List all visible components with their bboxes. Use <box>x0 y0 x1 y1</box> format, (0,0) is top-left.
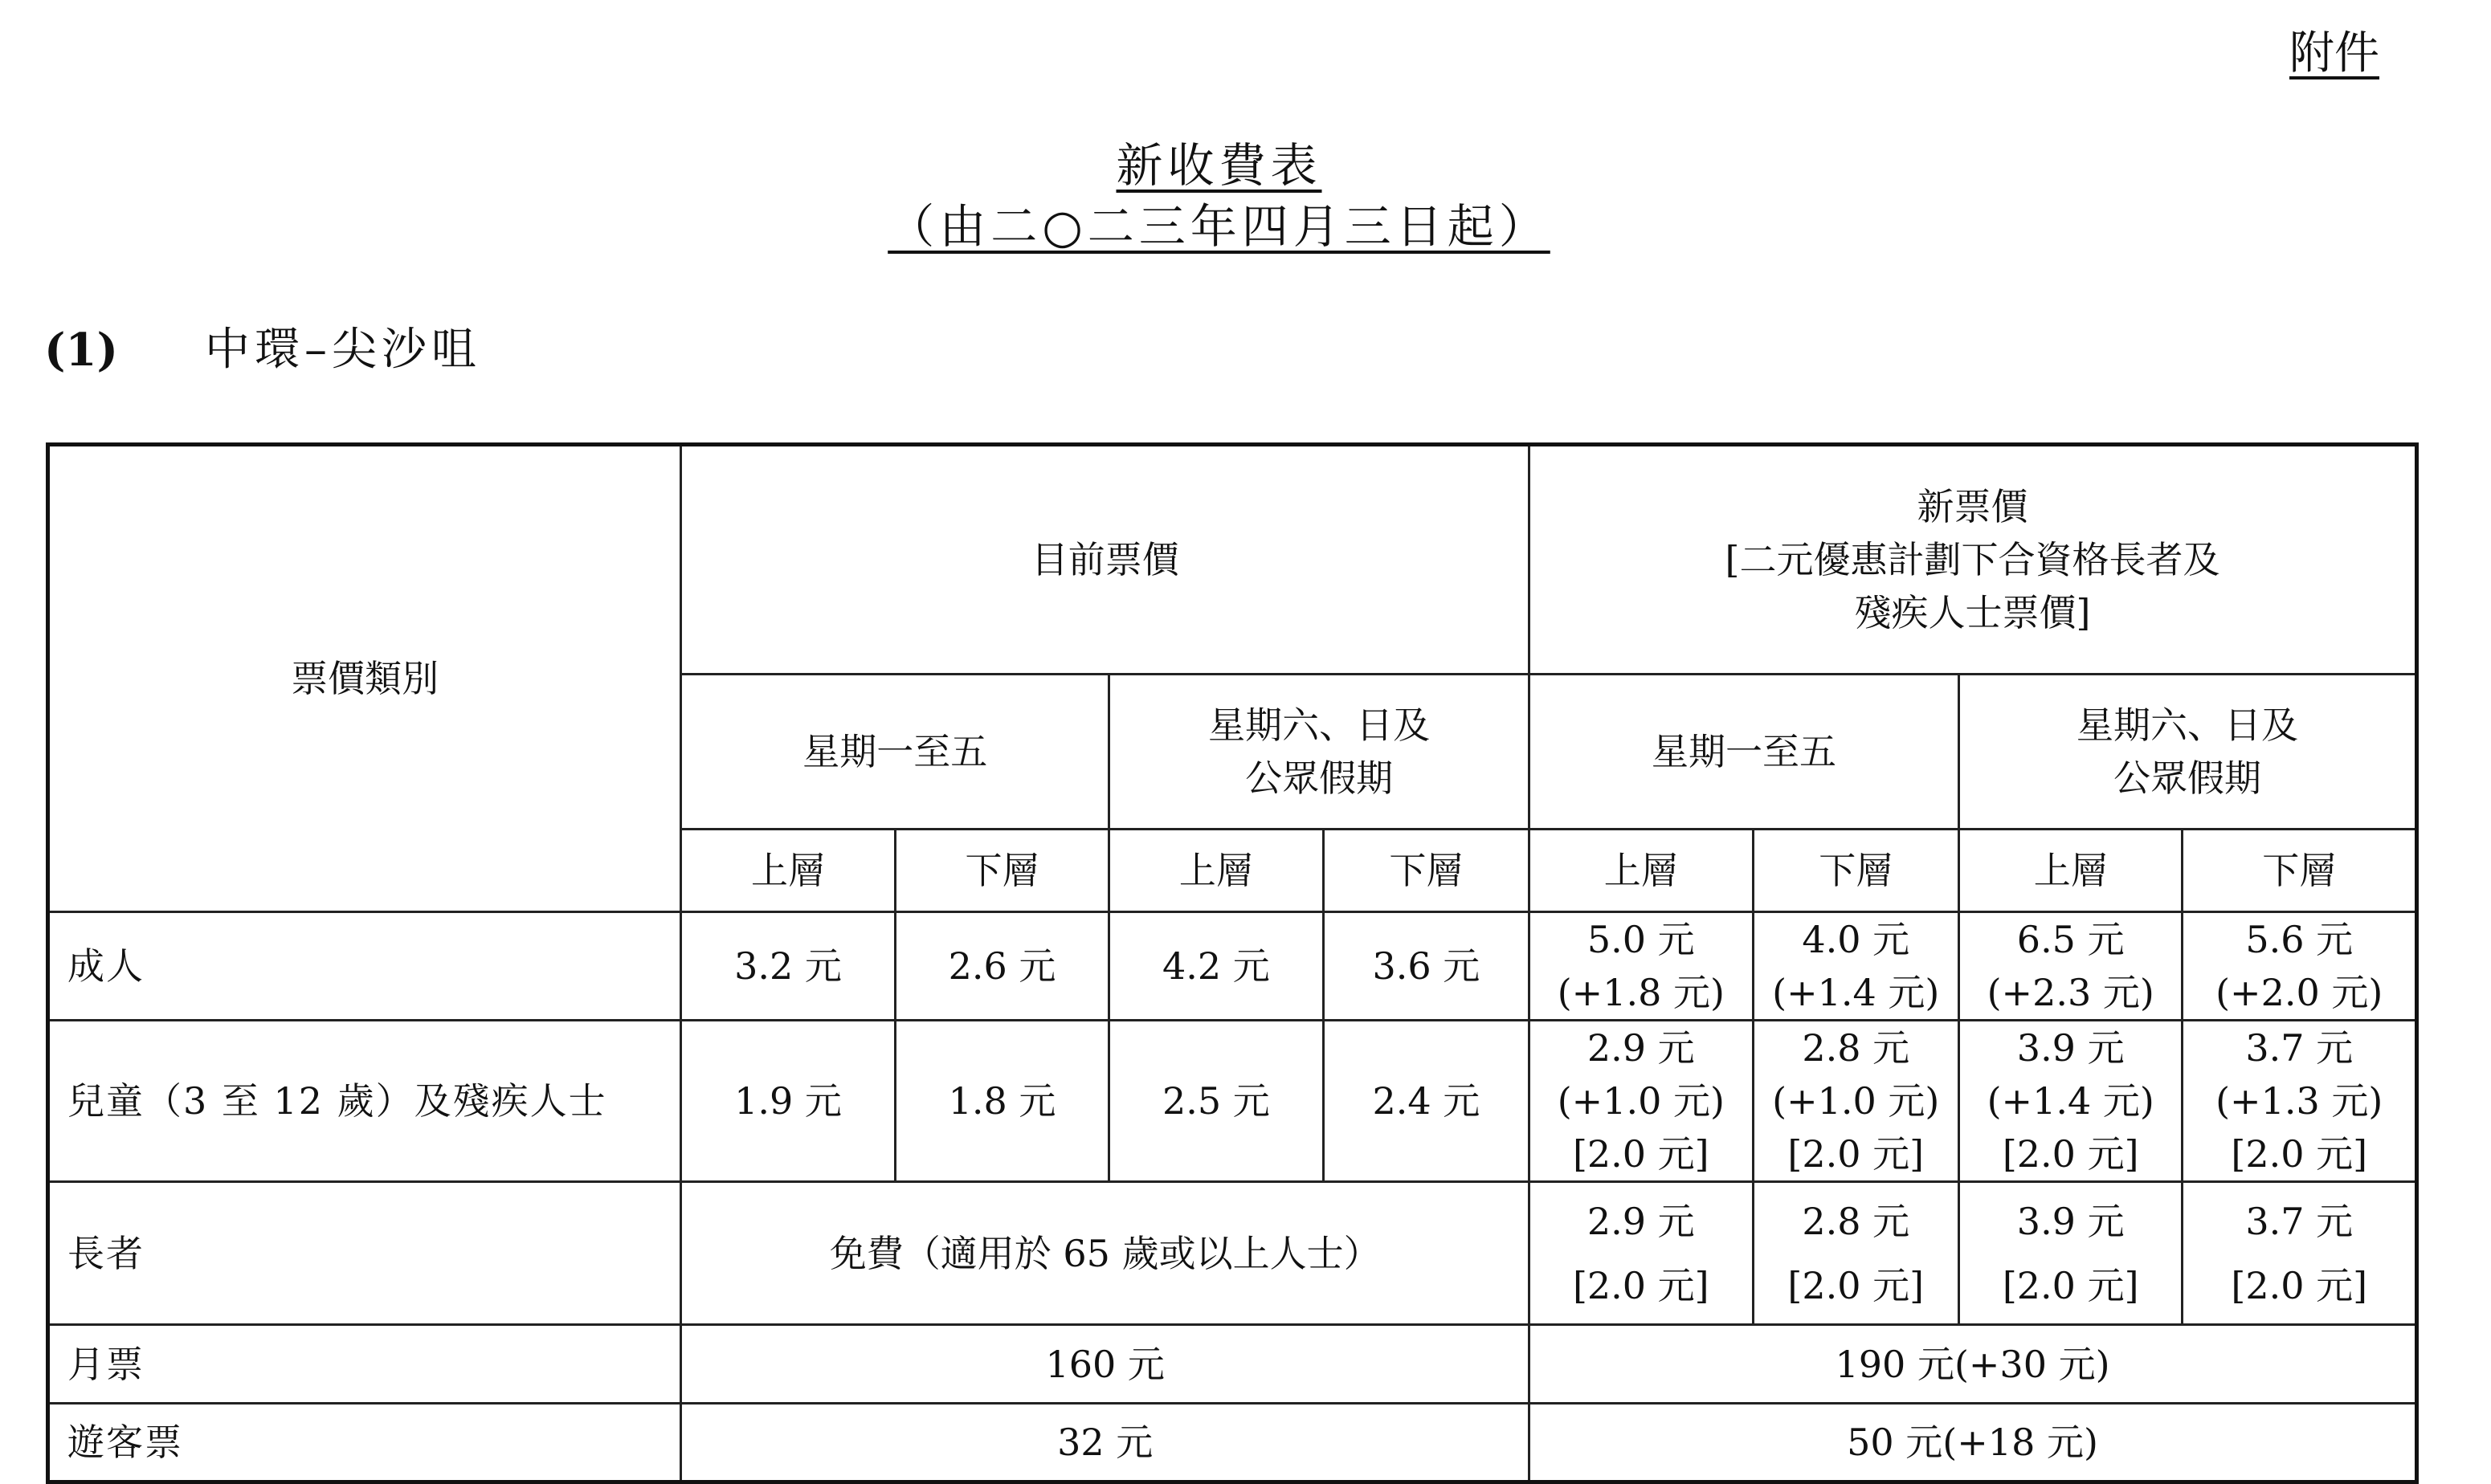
fare-increase: (+1.0 元) <box>1772 1079 1940 1123</box>
header-current-weekday: 星期一至五 <box>681 675 1109 830</box>
header-new-fare <box>1529 445 2417 675</box>
new-fare-cell <box>1958 1021 2182 1182</box>
new-fare-value: 2.9 元 <box>1586 1026 1695 1070</box>
row-label-adult: 成人 <box>48 912 681 1021</box>
fare-increase: (+1.4 元) <box>1987 1079 2154 1123</box>
current-fare-cell: 2.4 元 <box>1323 1021 1529 1182</box>
fare-increase: (+2.0 元) <box>2215 971 2383 1014</box>
header-new-fare-line1: 新票價 <box>1917 485 2028 528</box>
table-row-child <box>48 1021 2417 1182</box>
concession-fare: [2.0 元] <box>1572 1263 1709 1307</box>
header-new-weekend-line2: 公眾假期 <box>2113 756 2261 800</box>
header-new-fare-line3: 殘疾人士票價] <box>1854 591 2091 634</box>
section-number: (1) <box>44 324 118 377</box>
new-fare-cell <box>1958 912 2182 1021</box>
section-heading <box>44 318 481 382</box>
new-fare-value: 3.7 元 <box>2245 1026 2354 1070</box>
new-fare-value: 5.0 元 <box>1586 918 1695 961</box>
new-fare-cell <box>1753 1021 1958 1182</box>
new-fare-value: 6.5 元 <box>2016 918 2125 961</box>
current-fare-cell: 3.2 元 <box>681 912 895 1021</box>
header-current-fare: 目前票價 <box>681 445 1529 675</box>
header-lower-deck: 下層 <box>895 830 1109 912</box>
header-lower-deck: 下層 <box>2183 830 2417 912</box>
new-fare-cell <box>1753 1182 1958 1325</box>
current-fare-cell: 1.8 元 <box>895 1021 1109 1182</box>
table-row-adult <box>48 912 2417 1021</box>
new-fare-value: 2.9 元 <box>1586 1199 1695 1243</box>
fare-increase: (+1.3 元) <box>2215 1079 2383 1123</box>
header-new-weekend <box>1958 675 2416 830</box>
concession-fare: [2.0 元] <box>2231 1263 2368 1307</box>
concession-fare: [2.0 元] <box>2002 1132 2139 1176</box>
row-label-elderly: 長者 <box>48 1182 681 1325</box>
new-fare-cell <box>1529 912 1753 1021</box>
concession-fare: [2.0 元] <box>1787 1263 1925 1307</box>
header-current-weekend-line2: 公眾假期 <box>1245 756 1394 800</box>
row-label-tourist: 遊客票 <box>48 1404 681 1482</box>
header-new-weekday: 星期一至五 <box>1529 675 1959 830</box>
header-upper-deck: 上層 <box>681 830 895 912</box>
table-row-monthly <box>48 1325 2417 1404</box>
header-current-weekend-line1: 星期六、日及 <box>1208 703 1431 747</box>
new-fare-cell <box>1958 1182 2182 1325</box>
fare-increase: (+1.0 元) <box>1557 1079 1725 1123</box>
row-label-child: 兒童（3 至 12 歲）及殘疾人士 <box>48 1021 681 1182</box>
header-upper-deck: 上層 <box>1958 830 2182 912</box>
table-row-elderly <box>48 1182 2417 1325</box>
new-fare-tourist: 50 元(+18 元) <box>1529 1404 2417 1482</box>
header-new-weekend-line1: 星期六、日及 <box>2076 703 2298 747</box>
fare-increase: (+1.8 元) <box>1557 971 1725 1014</box>
new-fare-cell <box>1529 1182 1753 1325</box>
concession-fare: [2.0 元] <box>2231 1132 2368 1176</box>
header-upper-deck: 上層 <box>1109 830 1323 912</box>
concession-fare: [2.0 元] <box>1572 1132 1709 1176</box>
new-fare-cell <box>2183 1182 2417 1325</box>
fare-increase: (+2.3 元) <box>1987 971 2154 1014</box>
current-fare-cell: 2.5 元 <box>1109 1021 1323 1182</box>
header-new-fare-line2: [二元優惠計劃下合資格長者及 <box>1725 538 2220 581</box>
header-category: 票價類別 <box>48 445 681 912</box>
fare-increase: (+1.4 元) <box>1772 971 1940 1014</box>
header-upper-deck: 上層 <box>1529 830 1753 912</box>
new-fare-cell <box>2183 912 2417 1021</box>
new-fare-value: 2.8 元 <box>1802 1026 1910 1070</box>
title-line-1: 新收費表 <box>1116 138 1322 193</box>
current-fare-tourist: 32 元 <box>681 1404 1529 1482</box>
row-label-monthly: 月票 <box>48 1325 681 1404</box>
new-fare-value: 4.0 元 <box>1802 918 1910 961</box>
header-lower-deck: 下層 <box>1753 830 1958 912</box>
title-line-2: （由二○二三年四月三日起） <box>888 199 1550 254</box>
current-fare-elderly: 免費（適用於 65 歲或以上人士） <box>681 1182 1529 1325</box>
header-current-weekend <box>1109 675 1529 830</box>
header-lower-deck: 下層 <box>1323 830 1529 912</box>
new-fare-value: 3.9 元 <box>2016 1026 2125 1070</box>
fare-table <box>46 442 2419 1484</box>
current-fare-cell: 2.6 元 <box>895 912 1109 1021</box>
new-fare-cell <box>1529 1021 1753 1182</box>
concession-fare: [2.0 元] <box>1787 1132 1925 1176</box>
new-fare-value: 3.7 元 <box>2245 1199 2354 1243</box>
current-fare-cell: 4.2 元 <box>1109 912 1323 1021</box>
route-name: 中環–尖沙咀 <box>205 324 481 376</box>
current-fare-cell: 3.6 元 <box>1323 912 1529 1021</box>
new-fare-value: 2.8 元 <box>1802 1199 1910 1243</box>
new-fare-monthly: 190 元(+30 元) <box>1529 1325 2417 1404</box>
new-fare-cell <box>1753 912 1958 1021</box>
new-fare-value: 5.6 元 <box>2245 918 2354 961</box>
concession-fare: [2.0 元] <box>2002 1263 2139 1307</box>
table-row-tourist <box>48 1404 2417 1482</box>
document-title <box>0 135 2438 257</box>
current-fare-cell: 1.9 元 <box>681 1021 895 1182</box>
current-fare-monthly: 160 元 <box>681 1325 1529 1404</box>
annex-label: 附件 <box>2289 27 2379 80</box>
new-fare-cell <box>2183 1021 2417 1182</box>
new-fare-value: 3.9 元 <box>2016 1199 2125 1243</box>
